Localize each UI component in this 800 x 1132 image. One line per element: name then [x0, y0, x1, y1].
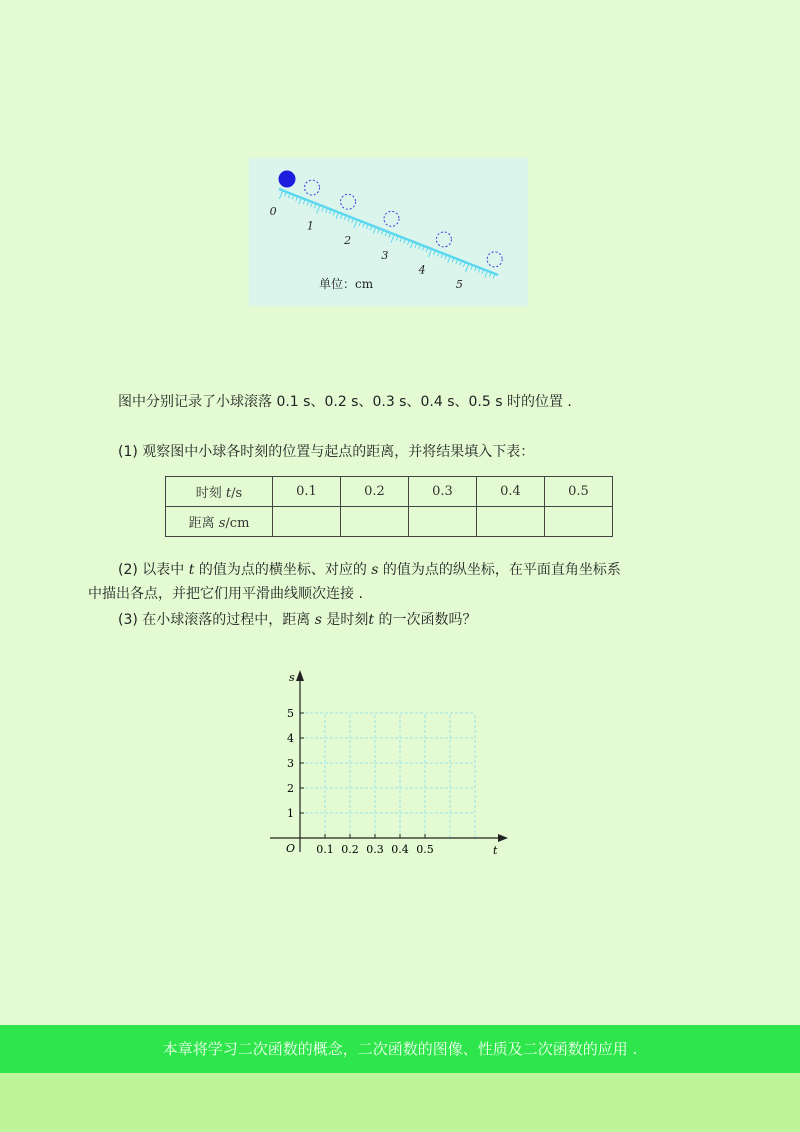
ruler-tick [317, 205, 320, 213]
ruler-tick-label: 0 [269, 204, 277, 218]
position-marker [487, 252, 502, 267]
ruler-tick [354, 220, 357, 228]
intro-text: 图中分别记录了小球滚落 0.1 s、0.2 s、0.3 s、0.4 s、0.5 s 时的位置 . [118, 394, 572, 410]
coordinate-grid [262, 662, 512, 862]
y-axis-arrow [296, 670, 304, 681]
y-axis-label: s [289, 671, 295, 684]
table-cell-time: 0.1 [273, 477, 341, 507]
table-row-time [166, 477, 613, 507]
table-cell-time: 0.4 [477, 477, 545, 507]
position-marker [341, 194, 356, 209]
x-tick-label: 0.4 [391, 843, 409, 856]
question-2-line-2: 中描出各点，并把它们用平滑曲线顺次连接 . [88, 586, 363, 602]
table-cell-distance[interactable] [545, 507, 613, 537]
ruler [279, 189, 498, 278]
ruler-illustration [249, 158, 528, 306]
question-2-line-1: (2) 以表中 t 的值为点的横坐标、对应的 s 的值为点的纵坐标，在平面直角坐标系 [118, 562, 621, 578]
ruler-figure [249, 158, 528, 306]
question-3: (3) 在小球滚落的过程中，距离 s 是时刻t 的一次函数吗？ [118, 612, 477, 628]
ruler-tick [466, 264, 469, 272]
y-tick-label: 2 [287, 782, 294, 795]
ruler-tick-label: 4 [418, 263, 426, 277]
ruler-tick [373, 227, 376, 234]
x-tick-label: 0.5 [416, 843, 434, 856]
table-cell-time: 0.5 [545, 477, 613, 507]
position-marker [305, 180, 320, 195]
table-cell-distance[interactable] [273, 507, 341, 537]
axis-ticks [300, 713, 425, 838]
table-cell-distance[interactable] [409, 507, 477, 537]
table-cell-time: 0.2 [341, 477, 409, 507]
origin-label: O [286, 842, 296, 855]
x-tick-label: 0.3 [366, 843, 384, 856]
ruler-tick [410, 242, 413, 249]
table-cell-distance[interactable] [477, 507, 545, 537]
ruler-tick [448, 256, 451, 263]
ruler-tick [428, 249, 431, 257]
ruler-tick [485, 271, 488, 278]
chapter-banner: 本章将学习二次函数的概念，二次函数的图像、性质及二次函数的应用 . [0, 1025, 800, 1073]
table-header-time: 时刻 t/s [166, 477, 273, 507]
ruler-tick-label: 2 [344, 234, 352, 248]
ruler-tick [279, 190, 282, 198]
ball [279, 171, 296, 188]
bottom-band [0, 1073, 800, 1132]
table-cell-distance[interactable] [341, 507, 409, 537]
position-marker [384, 211, 399, 226]
grid-lines [300, 713, 475, 838]
question-1: (1) 观察图中小球各时刻的位置与起点的距离，并将结果填入下表： [118, 444, 535, 460]
ruler-tick [391, 234, 394, 242]
x-axis-arrow [498, 834, 508, 842]
x-tick-label: 0.1 [316, 843, 334, 856]
y-tick-label: 3 [287, 757, 294, 770]
unit-label: 单位：cm [319, 277, 374, 291]
ruler-tick [336, 212, 339, 219]
table-row-distance [166, 507, 613, 537]
y-tick-label: 4 [287, 732, 294, 745]
y-tick-labels [287, 707, 294, 820]
x-tick-label: 0.2 [341, 843, 359, 856]
x-axis-label: t [493, 844, 498, 857]
table-cell-time: 0.3 [409, 477, 477, 507]
position-marker [436, 232, 451, 247]
position-markers [305, 180, 503, 267]
ruler-tick-label: 5 [455, 278, 463, 292]
ruler-tick-label: 1 [306, 219, 314, 233]
ruler-tick-label: 3 [381, 248, 389, 262]
data-table [165, 476, 613, 537]
ruler-tick [299, 198, 302, 205]
y-tick-label: 1 [287, 807, 294, 820]
table-header-distance: 距离 s/cm [166, 507, 273, 537]
y-tick-label: 5 [287, 707, 294, 720]
x-tick-labels [316, 843, 434, 856]
